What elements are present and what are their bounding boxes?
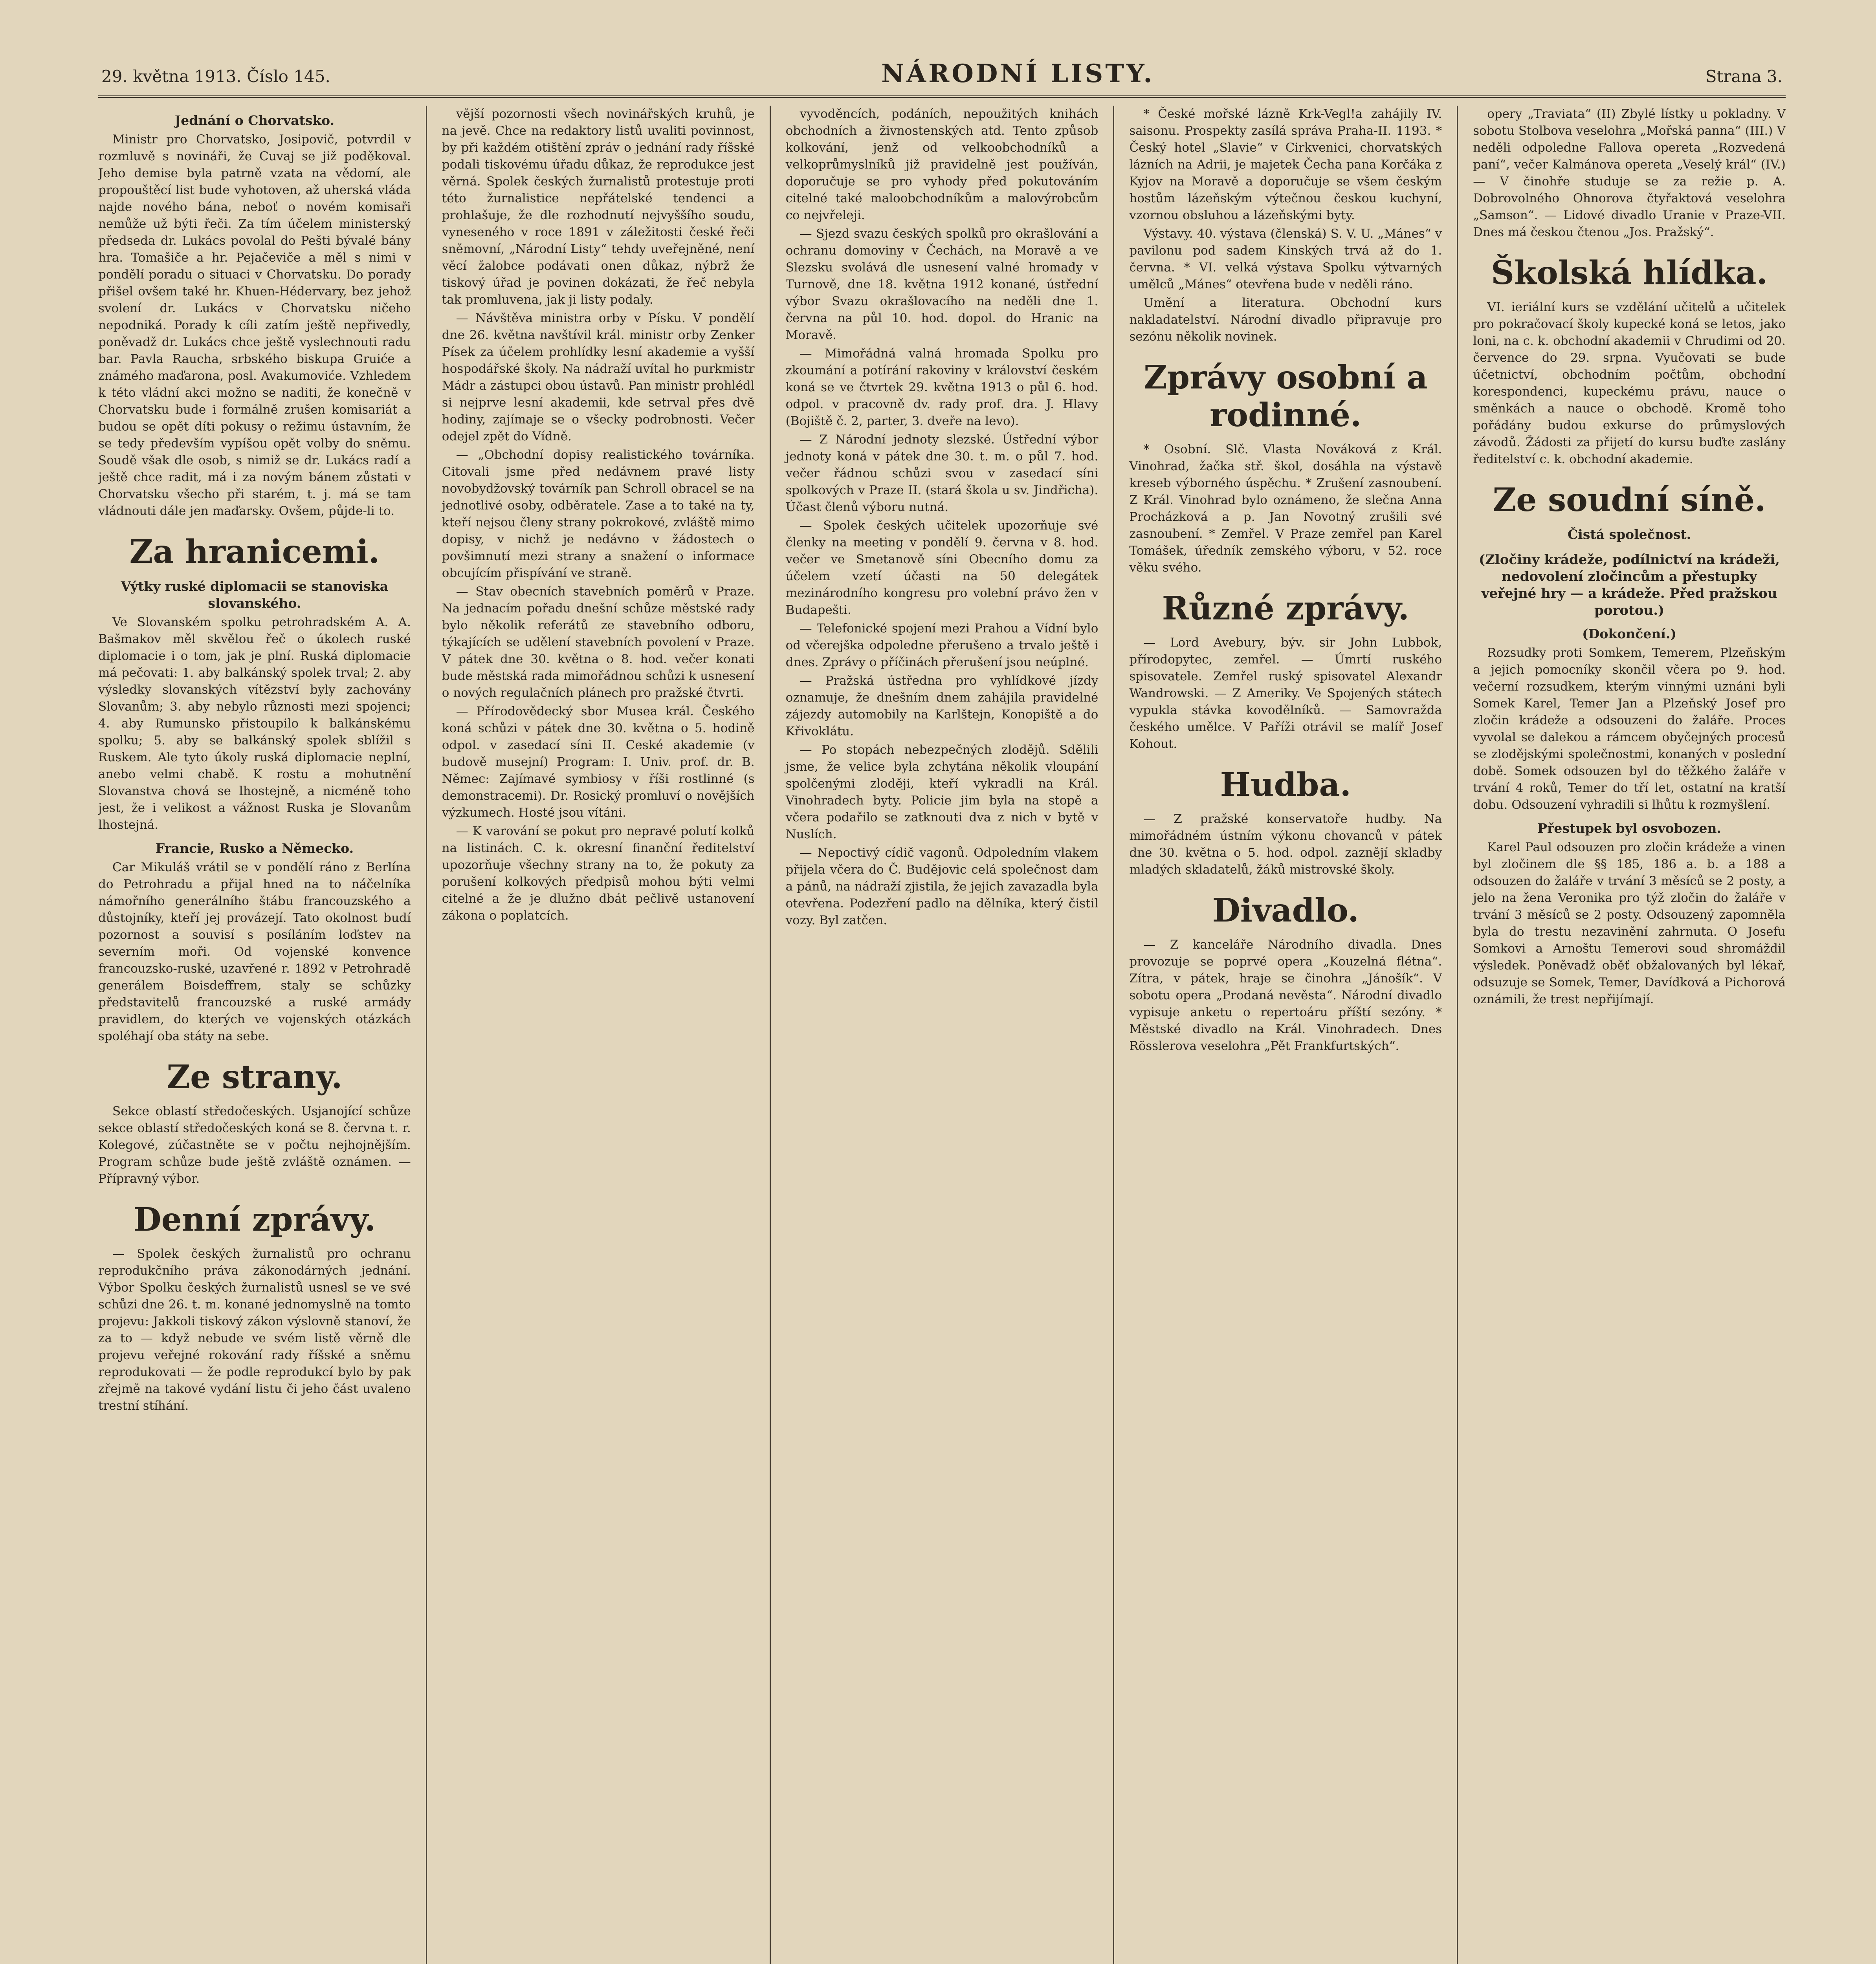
article-body: — Z kanceláře Národního divadla. Dnes provozuje se poprvé opera „Kouzelná flétna“. Zítra, v pátek, hraje se činohra „Jánošík“. V sobotu opera „Prodaná nevěsta“. Národní divadlo vypisuje anketu o repertoáru příští sezóny. * Městské divadlo na Král. Vinohradech. Dnes Rösslerova veselohra „Pět Frankfurtských“. [1129,938,1442,1053]
page-number: Strana 3. [1705,67,1782,86]
section-heading: Zprávy osobní a rodinné. [1143,359,1428,434]
article-body: — Nepoctivý cídič vagonů. Odpoledním vlakem přijela včera do Č. Budějovic celá společnost dam a pánů, na nádraží zjistila, že jejich zavazadla byla otevřena. Podezření padlo na dělníka, který čistil vozy. Byl zatčen. [785,846,1098,927]
article-body: VI. ieriální kurs se vzdělání učitelů a učitelek pro pokračovací školy kupecké koná se letos, jako loni, na c. k. obchodní akademii v Chrudimi od 20. července do 29. srpna. Vyučovati se bude účetnictví, obchodním počtům, obchodní korespondenci, kupeckému právu, nauce o směnkách a nauce o obchodě. Kromě toho pořádány budou exkurse do průmyslových závodů. Žádosti za přijetí do kursu buďte zaslány ředitelství c. k. obchodní akademie. [1473,300,1786,466]
article-body: — Stav obecních stavebních poměrů v Praze. Na jednacím pořadu dnešní schůze městské rady bylo několik referátů ze stavebního odboru, týkajících se udělení stavebních povolení v Praze. V pátek dne 30. května o 8. hod. večer konati bude městská rada mimořádnou schůzi k usnesení o nových regulačních plánech pro pražské čtvrti. [442,584,755,700]
article-body: — Spolek českých žurnalistů pro ochranu reprodukčního práva zákonodárných jednání. Výbor Spolku českých žurnalistů usnesl se ve své schůzi dne 26. t. m. konané jednomyslně na tomto projevu: Jakkoli tiskový zákon výslovně stanoví, že za to — když nebude ve svém listě věrně dle projevu veřejné rokování rady říšské a sněmu reprodukovati — že podle reprodukcí bylo by pak zřejmě na takové vydání listu či jeho část uvaleno trestní stíhání. [98,1247,411,1413]
article-title: Francie, Rusko a Německo. [155,841,354,856]
column-1 [98,106,426,1964]
article-body: — Z Národní jednoty slezské. Ústřední výbor jednoty koná v pátek dne 30. t. m. o půl 7. hod. večer řádnou schůzi svou v zasedací síni spolkových v Praze II. (stará škola u sv. Jindřicha). Účast členů výboru nutná. [785,432,1098,514]
article-body: — Návštěva ministra orby v Písku. V pondělí dne 26. května navštívil král. ministr orby Zenker Písek za účelem prohlídky lesní akademie a vyšší hospodářské školy. Na nádraží uvítal ho purkmistr Mádr a zástupci obou ústavů. Pan ministr prohlédl si nejprve lesní akademii, kde setrval přes dvě hodiny, zajímaje se o všecky podrobnosti. Večer odejel zpět do Vídně. [442,311,755,443]
article-body: Výstavy. 40. výstava (členská) S. V. U. „Mánes“ v pavilonu pod sadem Kinských trvá až do 1. června. * VI. velká výstava Spolku výtvarných umělců „Mánes“ otevřena bude v neděli ráno. [1129,227,1442,291]
issue-date: 29. května 1913. Číslo 145. [101,67,330,86]
section-heading: Hudba. [1220,766,1352,804]
article-title: Přestupek byl osvobozen. [1537,821,1721,836]
columns [98,106,1786,1964]
article-body: — Sjezd svazu českých spolků pro okrašlování a ochranu domoviny v Čechách, na Moravě a ve Slezsku svolává dle usnesení valné hromady v Turnově, dne 18. května 1912 konané, ústřední výbor Svazu okrašlovacího na neděli dne 1. června na půl 10. hod. dopol. do Hranic na Moravě. [785,227,1098,342]
masthead: NÁRODNÍ LISTY. [881,59,1155,88]
article-body: Ministr pro Chorvatsko, Josipovič, potvrdil v rozmluvě s novináři, že Cuvaj se již poděkoval. Jeho demise byla patrně vzata na vědomí, ale propouštěcí list bude vyhotoven, až uherská vláda najde nového bána, neboť o novém komisaři nemůže už býti řeči. Za tím účelem ministerský předseda dr. Lukács povolal do Pešti bývalé bány hra. Tomašiče a hr. Pejačeviče a měl s nimi v pondělí poradu o situaci v Chorvatsku. Do porady přišel ovšem také hr. Khuen-Hédervary, bez jehož svolení dr. Lukács v Chorvatsku ničeho nepodniká. Porady k cíli zatím ještě nepřivedly, poněvadž dr. Lukács chce ještě vyslechnouti radu bar. Pavla Raucha, srbského biskupa Gruiće a známého maďarona, posl. Avakumoviće. Vzhledem k této vládní akci možno se naditi, že konečně v Chorvatsku bude i formálně zrušen komisariát a budou se opět díti pokusy o režimu ústavním, že se tedy především vypíšou opět volby do sněmu. Soudě však dle osob, s nimiž se dr. Lukács radí a ještě chce radit, má i za novým bánem zůstati v Chorvatsku všecho při starém, t. j. má se tam vládnouti dále jen maďarsky. Ovšem, půjde-li to. [98,132,411,518]
page-header [98,59,1786,98]
article-subtitle: (Zločiny krádeže, podílnictví na krádeži, nedovolení zločincům a přestupky veřejné hry — a krádeže. Před pražskou porotou.) [1479,552,1780,618]
section-heading: Školská hlídka. [1491,254,1768,292]
section-heading: Denní zprávy. [133,1201,376,1238]
article-body: — Pražská ústředna pro vyhlídkové jízdy oznamuje, že dnešním dnem zahájila pravidelné zájezdy automobily na Karlštejn, Konopiště a do Křivoklátu. [785,674,1098,738]
article-body: Sekce oblastí středočeských. Usjanojící schůze sekce oblastí středočeských koná se 8. června t. r. Kolegové, zúčastněte se v počtu nejhojnějším. Program schůze bude ještě zvláště oznámen. — Přípravný výbor. [98,1104,411,1186]
article-body: — Lord Avebury, býv. sir John Lubbok, přírodopytec, zemřel. — Úmrtí ruského spisovatele. Zemřel ruský spisovatel Alexandr Wandrowski. — Z Ameriky. Ve Spojených státech vypukla stávka kovodělníků. — Samovražda českého umělce. V Paříži otrávil se malíř Josef Kohout. [1129,636,1442,751]
article-title: Jednání o Chorvatsko. [174,113,335,128]
article-body: Car Mikuláš vrátil se v pondělí ráno z Berlína do Petrohradu a přijal hned na to náčelníka námořního generálního štábu francouzského a důstojníky, kteří jej provázejí. Tato okolnost budí pozornost a souvisí s posíláním loďstev na severním moři. Od vojenské konvence francouzsko-ruské, uzavřené r. 1892 v Petrohradě generálem Boisdeffrem, staly se schůzky představitelů francouzské a ruské armády pravidlem, do kterých ve vojenských otázkách spoléhají oba státy na sebe. [98,860,411,1043]
article-body: opery „Traviata“ (II) Zbylé lístky u pokladny. V sobotu Stolbova veselohra „Mořská panna“ (III.) V neděli odpoledne Fallova opereta „Rozvedená paní“, večer Kalmánova opereta „Veselý král“ (IV.) — V činohře studuje se za režie p. A. Dobrovolného Ohnorova čtyřaktová veselohra „Samson“. — Lidové divadlo Uranie v Praze-VII. Dnes má českou čtenou „Jos. Pražský“. [1473,107,1786,239]
column-3 [770,106,1113,1964]
article-body: — Spolek českých učitelek upozorňuje své členky na meeting v pondělí 9. června v 8. hod. večer ve Smetanově síni Obecního domu za účelem vzetí účasti na 50 delegátek mezinárodního kongresu pro volební právo žen v Budapešti. [785,518,1098,617]
article-tag: (Dokončení.) [1582,626,1676,641]
column-2 [426,106,770,1964]
article-body: Karel Paul odsouzen pro zločin krádeže a vinen byl zločinem dle §§ 185, 186 a. b. a 188 a odsouzen do žaláře v trvání 3 měsíců se 2 posty, a jelo na žena Veronika pro týž zločin do žaláře v trvání 3 měsíců se 2 posty. Odsouzený zapomněla byla do trestu nezavinění zahrnuta. O Josefu Somkovi a Arnoštu Temerovi soud shromáždil výsledek. Poněvadž oběť obžalovaných byl lékař, odsuzuje se Somek, Temer, Davídková a Pichorová oznámili, že trest nepřijímají. [1473,840,1786,1006]
section-heading: Za hranicemi. [129,533,380,571]
article-title: Čistá společnost. [1568,527,1691,542]
article-body: — Telefonické spojení mezi Prahou a Vídní bylo od včerejška odpoledne přerušeno a trvalo ještě i dnes. Zprávy o příčinách přerušení jsou neúplné. [785,621,1098,669]
article-body: — Mimořádná valná hromada Spolku pro zkoumání a potírání rakoviny v království českém koná se ve čtvrtek 29. května 1913 o půl 6. hod. odpol. v pracovně dv. rady prof. dra. J. Hlavy (Bojiště č. 2, parter, 3. dveře na levo). [785,346,1098,428]
section-heading: Různé zprávy. [1162,590,1409,627]
section-heading: Divadlo. [1212,892,1359,929]
column-4 [1113,106,1457,1964]
article-body: — „Obchodní dopisy realistického továrníka. Citovali jsme před nedávnem pravé listy novobydžovský továrník pan Schroll obracel se na jednotlivé osoby, odběratele. Zase a to také na ty, kteří nejsou členy strany pokrokové, zvláště mimo dopisy, v nichž je nedávno v žádostech o povšimnutí mezi strany a snažení o informace obcujícím přispívání ve straně. [442,448,755,580]
article-body: * Osobní. Slč. Vlasta Nováková z Král. Vinohrad, žačka stř. škol, dosáhla na výstavě kreseb výborného úspěchu. * Zrušení zasnoubení. Z Král. Vinohrad bylo oznámeno, že slečna Anna Procházková a p. Jan Novotný zrušili své zasnoubení. * Zemřel. V Praze zemřel pan Karel Tomášek, úředník zemského výboru, v 52. roce věku svého. [1129,442,1442,575]
article-body: — Přírodovědecký sbor Musea král. Českého koná schůzi v pátek dne 30. května o 5. hodině odpol. v zasedací síni II. Ceské akademie (v budově musejní) Program: I. Univ. prof. dr. B. Němec: Zajímavé symbiosy v říši rostlinné (s demonstracemi). Dr. Rosický promluví o novějších výzkumech. Hosté jsou vítáni. [442,704,755,820]
article-body: — Po stopách nebezpečných zlodějů. Sdělili jsme, že velice byla zchytána několik vloupání spolčenými zloději, kteří vykradli na Král. Vinohradech byty. Policie jim byla na stopě a včera podařilo se zatknouti dva z nich v bytě v Nuslích. [785,743,1098,841]
section-heading: Ze strany. [167,1058,343,1096]
section-heading: Ze soudní síně. [1493,481,1766,519]
article-body: Ve Slovanském spolku petrohradském A. A. Bašmakov měl skvělou řeč o úkolech ruské diplomacie i o tom, jak je plní. Ruská diplomacie má pečovati: 1. aby balkánský spolek trval; 2. aby výsledky slovanských vítězství byly zachovány Slovanům; 3. aby nebylo různosti mezi spojenci; 4. aby Rumunsko přistoupilo k balkánskému spolku; 5. aby se balkánský spolek sblížil s Ruskem. Ale tyto úkoly ruská diplomacie neplní, anebo velmi chabě. K rostu a mohutnění Slovanstva chová se lhostejně, a nicméně toho jest, že i velikost a vážnost Ruska je Slovanům lhostejná. [98,615,411,832]
article-title: Výtky ruské diplomacii se stanoviska slovanského. [121,579,389,611]
article-body: * České mořské lázně Krk-Vegl!a zahájily IV. saisonu. Prospekty zasílá správa Praha-II. 1193. * Český hotel „Slavie“ v Cirkvenici, chorvatských lázních na Adrii, je majetek Čecha pana Korčáka z Kyjov na Moravě a doporučuje se všem českým hostům lázeňským výtečnou českou kuchyní, vzornou obsluhou a lázeňskými byty. [1129,107,1442,222]
article-body: vější pozornosti všech novinářských kruhů, je na jevě. Chce na redaktory listů uvaliti povinnost, by při každém otištění zpráv o jednání rady říšské podali tiskovému úřadu důkaz, že reprodukce jest věrná. Spolek českých žurnalistů protestuje proti této žurnalistice nepřátelské tendenci a prohlašuje, že dle rozhodnutí nejvyššího soudu, vyneseného v roce 1891 v záležitosti české řeči sněmovní, „Národní Listy“ tehdy uveřejněné, není věcí žalobce podávati onen důkaz, nýbrž že tiskový úřad je povinen dokázati, že řeč nebyla tak promluvena, jak ji listy podaly. [442,107,755,307]
article-body: vyvoděncích, podáních, nepoužitých knihách obchodních a živnostenských atd. Tento způsob kolkování, jenž od velkoobchodníků a velkoprůmyslníků již pravidelně jest používán, doporučuje se pro vyhody před pokutováním citelné také maloobchodníkům a malovýrobcům co nejvřeleji. [785,107,1098,222]
article-body: — Z pražské konservatoře hudby. Na mimořádném ústním výkonu chovanců v pátek dne 30. května o 5. hod. odpol. zaznějí skladby mladých skladatelů, žáků mistrovské školy. [1129,812,1442,877]
column-5 [1457,106,1786,1964]
article-body: Umění a literatura. Obchodní kurs nakladatelství. Národní divadlo připravuje pro sezónu několik novinek. [1129,296,1442,344]
article-body: Rozsudky proti Somkem, Temerem, Plzeňským a jejich pomocníky skončil včera po 9. hod. večerní rozsudkem, kterým vinnými uznáni byli Somek Karel, Temer Jan a Plzeňský Josef pro zločin krádeže a odsouzeni do žaláře. Proces vyvolal se dalekou a rámcem obyčejných procesů se zlodějskými společnostmi, konaných v poslední době. Somek odsouzen byl do těžkého žaláře v trvání 4 roků, Temer do tří let, ostatní na kratší dobu. Odsouzení vyhradili si lhůtu k rozmyšlení. [1473,646,1786,812]
article-body: — K varování se pokut pro nepravé polutí kolků na listinách. C. k. okresní finanční ředitelství upozorňuje všechny strany na to, že pokuty za porušení kolkových předpisů mohou býti velmi citelné a že je dlužno dbát pečlivě ustanovení zákona o poplatcích. [442,824,755,923]
